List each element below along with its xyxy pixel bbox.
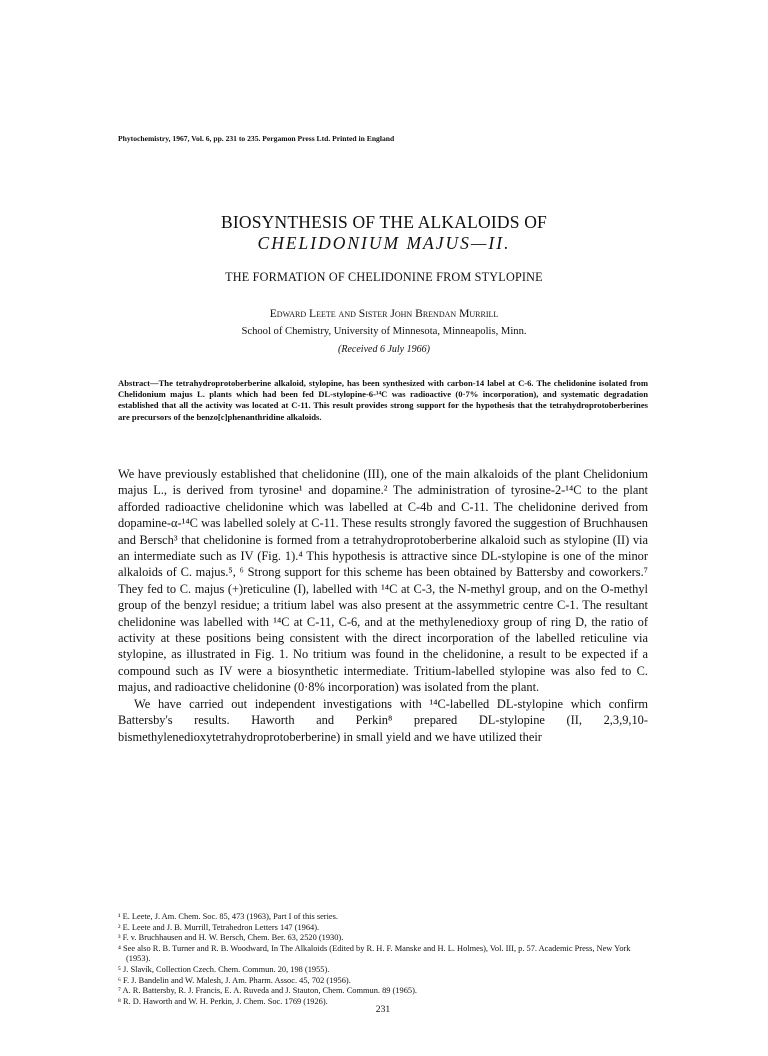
author-list: Edward Leete and Sister John Brendan Murrill [269,307,499,320]
body-text [118,466,648,745]
footnote: ⁴ See also R. B. Turner and R. B. Woodward, In The Alkaloids (Edited by R. H. F. Manske and H. L. Holmes), Vol. III, p. 57. Academic Press, New York (1953). [118,943,631,964]
footnote: ³ F. v. Bruchhausen and H. W. Bersch, Chem. Ber. 63, 2520 (1930). [118,933,344,943]
footnote: ² E. Leete and J. B. Murrill, Tetrahedron Letters 147 (1964). [118,922,320,932]
article-header [118,212,650,355]
author-affiliation: School of Chemistry, University of Minnesota, Minneapolis, Minn. [241,326,527,337]
footnotes [118,912,648,1007]
received-date: (Received 6 July 1966) [338,344,430,355]
article-title-line2: CHELIDONIUM MAJUS—II. [257,233,511,253]
footnote: ⁶ F. J. Bandelin and W. Malesh, J. Am. Pharm. Assoc. 45, 702 (1956). [118,975,351,985]
footnote: ¹ E. Leete, J. Am. Chem. Soc. 85, 473 (1963), Part I of this series. [118,912,338,921]
abstract: Abstract—The tetrahydroprotoberberine alkaloid, stylopine, has been synthesized with carbon-14 label at C-6. The chelidonine isolated from Chelidonium majus L. plants which had been fed DL-stylopine-6-¹⁴C was radioactive (0·7% incorporation), and systematic degradation established that all the activity was located at C-11. This result provides strong support for the hypothesis that the tetrahydroprotoberberines are precursors of the benzo[c]phenanthridine alkaloids. [118,378,648,422]
article-subtitle: THE FORMATION OF CHELIDONINE FROM STYLOPINE [225,270,543,284]
body-paragraph-2: We have carried out independent investigations with ¹⁴C-labelled DL-stylopine which confirm Battersby's results. Haworth and Perkin⁸ prepared DL-stylopine (II, 2,3,9,10-bismethylenedioxytetrahydroprotoberberine) in small yield and we have utilized their [118,696,648,744]
article-title-line1: BIOSYNTHESIS OF THE ALKALOIDS OF [221,212,547,232]
footnote: ⁵ J. Slavík, Collection Czech. Chem. Commun. 20, 198 (1955). [118,964,330,974]
running-head: Phytochemistry, 1967, Vol. 6, pp. 231 to 235. Pergamon Press Ltd. Printed in England [118,134,395,143]
footnote: ⁸ R. D. Haworth and W. H. Perkin, J. Chem. Soc. 1769 (1926). [118,996,328,1006]
body-paragraph-1: We have previously established that chelidonine (III), one of the main alkaloids of the plant Chelidonium majus L., is derived from tyrosine¹ and dopamine.² The administration of tyrosine-2-¹⁴C to the plant afforded radioactive chelidonine which was labelled at C-4b and C-11. The chelidonine derived from dopamine-α-¹⁴C was labelled solely at C-11. These results strongly favored the suggestion of Bruchhausen and Bersch³ that chelidonine is formed from a tetrahydroprotoberberine alkaloid such as stylopine (II) via an intermediate such as IV (Fig. 1).⁴ This hypothesis is attractive since DL-stylopine is one of the minor alkaloids of C. majus.⁵, ⁶ Strong support for this scheme has been obtained by Battersby and coworkers.⁷ They fed to C. majus (+)reticuline (I), labelled with ¹⁴C at C-3, the N-methyl group, and on the O-methyl group of the benzyl residue; a tritium label was also present at the assymmetric centre C-1. The resultant chelidonine was labelled with ¹⁴C at C-11, C-6, and at the methylenedioxy group of ring D, the ratio of activity at these positions being consistent with the direct incorporation of the labelled reticuline via stylopine, as illustrated in Fig. 1. No tritium was found in the chelidonine, a result to be expected if a compound such as IV were a biosynthetic intermediate. Tritium-labelled stylopine was also fed to C. majus, and radioactive chelidonine (0·8% incorporation) was isolated from the plant. [118,467,648,695]
footnote: ⁷ A. R. Battersby, R. J. Francis, E. A. Ruveda and J. Stauton, Chem. Commun. 89 (1965). [118,986,417,996]
page-number: 231 [375,1004,391,1015]
